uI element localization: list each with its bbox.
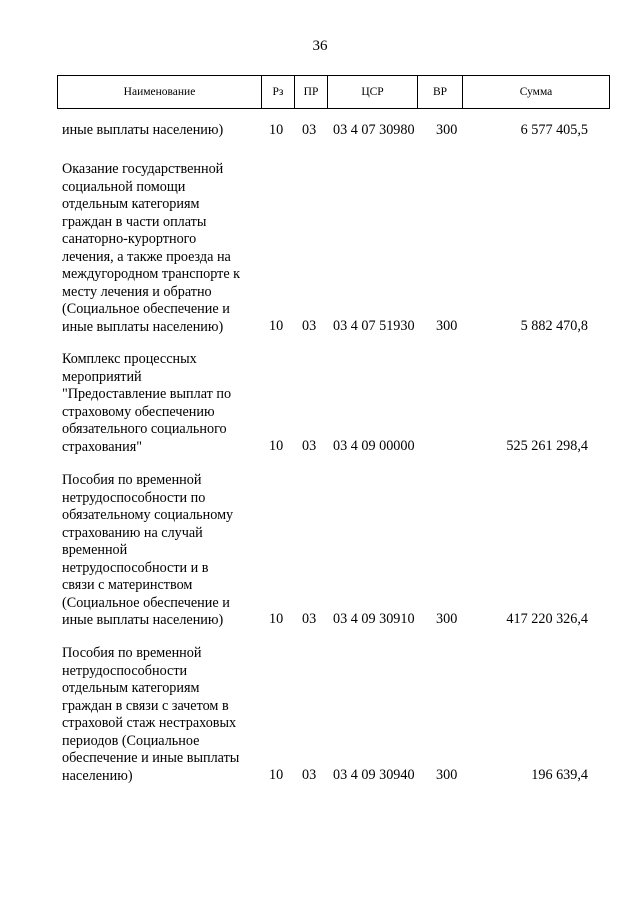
row-csr: 03 4 09 00000 <box>333 438 415 454</box>
row-csr: 03 4 07 30980 <box>333 122 415 138</box>
row-rz: 10 <box>269 611 284 627</box>
row-rz: 10 <box>269 438 284 454</box>
row-pr: 03 <box>302 767 317 783</box>
row-csr: 03 4 09 30910 <box>333 611 415 627</box>
row-vr: 300 <box>436 767 458 783</box>
header-sum: Сумма <box>519 86 553 98</box>
row-pr: 03 <box>302 611 317 627</box>
header-csr: ЦСР <box>328 76 418 108</box>
header-name: Наименование <box>58 76 262 108</box>
row-csr: 03 4 07 51930 <box>333 318 415 334</box>
row-name: Оказание государственной социальной помощи отдельным категориям граждан в части оплаты санаторно-курортного лечения, а также проезда на междугородном транспорте к месту лечения и обратно (Социальное обеспечение и иные выплаты населению) <box>62 161 241 335</box>
header-rz: Рз <box>262 76 295 108</box>
header-vr: ВР <box>418 76 463 108</box>
row-pr: 03 <box>302 438 317 454</box>
row-vr: 300 <box>436 318 458 334</box>
row-rz: 10 <box>269 318 284 334</box>
row-vr: 300 <box>436 611 458 627</box>
row-sum: 196 639,4 <box>531 767 588 783</box>
row-sum: 6 577 405,5 <box>520 122 588 138</box>
row-sum: 417 220 326,4 <box>506 611 588 627</box>
table-header <box>57 75 610 109</box>
row-rz: 10 <box>269 767 284 783</box>
row-name: Пособия по временной нетрудоспособности отдельным категориям граждан в связи с зачетом в страховой стаж нестраховых периодов (Социальное обеспечение и иные выплаты населению) <box>62 645 240 784</box>
row-name: иные выплаты населению) <box>62 122 224 138</box>
row-sum: 5 882 470,8 <box>520 318 588 334</box>
header-pr: ПР <box>295 76 328 108</box>
page-number: 36 <box>312 38 328 54</box>
row-name: Комплекс процессных мероприятий "Предоставление выплат по страховому обеспечению обязательного социального страхования" <box>62 351 232 455</box>
row-pr: 03 <box>302 122 317 138</box>
row-csr: 03 4 09 30940 <box>333 767 415 783</box>
row-vr: 300 <box>436 122 458 138</box>
row-rz: 10 <box>269 122 284 138</box>
row-pr: 03 <box>302 318 317 334</box>
row-sum: 525 261 298,4 <box>506 438 588 454</box>
row-name: Пособия по временной нетрудоспособности по обязательному социальному страхованию на случай временной нетрудоспособности и в связи с материнством (Социальное обеспечение и иные выплаты населению) <box>62 472 234 628</box>
